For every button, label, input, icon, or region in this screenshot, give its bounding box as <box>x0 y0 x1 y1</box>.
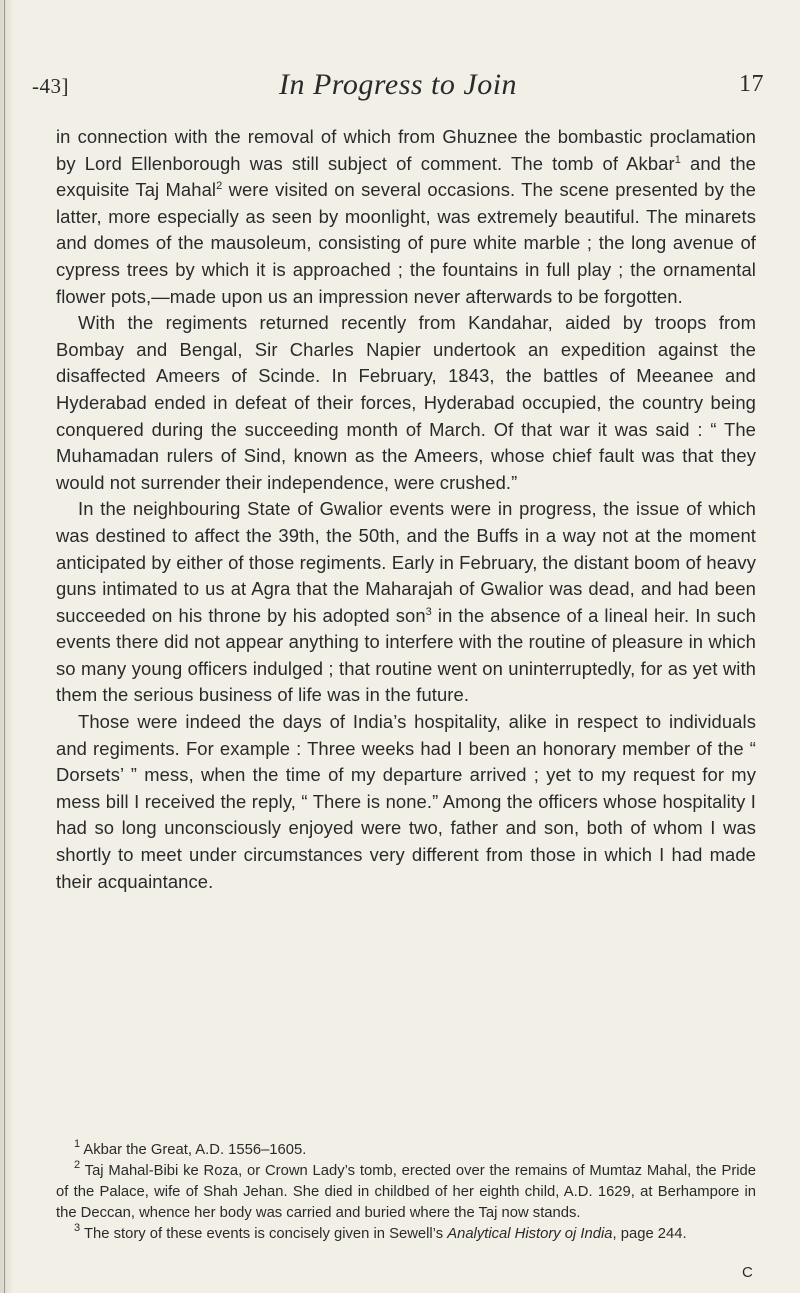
footnote-ref-2: 2 <box>216 180 223 193</box>
signature-mark: C <box>742 1264 753 1281</box>
paragraph-1: in connection with the removal of which from Ghuznee the bombastic proclamation by Lord Ellenborough was still subject of comment. The tomb of Akbar$^1$ and the exquisite Taj Mahal$^2$ were visited on several occasions. The scene presented by the latter, more especially as seen by moonlight, was extremely beautiful. The minarets and domes of the mausoleum, consisting of pure white marble ; the long avenue of cypress trees by which it is approached ; the fountains in full play ; the ornamental flower pots,—made upon us an impression never afterwards to be forgotten. <box>56 126 757 307</box>
running-header <box>32 68 764 108</box>
page-number: 17 <box>739 71 764 97</box>
footnote-ref-1: 1 <box>674 153 681 166</box>
footnote-1: $^1$ Akbar the Great, A.D. 1556–1605. <box>74 1138 307 1158</box>
paragraph-2: With the regiments returned recently from Kandahar, aided by troops from Bombay and Bengal, Sir Charles Napier undertook an expedition against the disaffected Ameers of Scinde. In February, 1843, the battles of Meeanee and Hyderabad ended in defeat of their forces, Hyderabad occupied, the country being conquered during the succeeding month of March. Of that war it was said : “ The Muhamadan rulers of Sind, known as the Ameers, whose chief fault was that they would not surrender their independence, were crushed.” <box>56 312 756 493</box>
body-text <box>56 124 756 895</box>
paragraph-3: In the neighbouring State of Gwalior events were in progress, the issue of which was destined to affect the 39th, the 50th, and the Buffs in a way not at the moment anticipated by either of those regiments. Early in February, the distant boom of heavy guns intimated to us at Agra that the Maharajah of Gwalior was dead, and had been succeeded on his throne by his adopted son$^3$ in the absence of a lineal heir. In such events there did not appear anything to interfere with the routine of pleasure in which so many young officers indulged ; that routine went on uninterruptedly, for as yet with them the serious business of life was in the future. <box>56 498 757 706</box>
footnote-ref-3: 3 <box>425 605 432 618</box>
paragraph-4: Those were indeed the days of India’s hospitality, alike in respect to individuals and regiments. For example : Three weeks had I been an honorary member of the “ Dorsets’ ” mess, when the time of my departure arrived ; yet to my request for my mess bill I received the reply, “ There is none.” Among the officers whose hospitality I had so long unconsciously enjoyed were two, father and son, both of whom I was shortly to meet under circumstances very different from those in which I had made their acquaintance. <box>56 711 756 892</box>
footnotes <box>56 1140 756 1245</box>
footnote-3: $^3$ The story of these events is concisely given in Sewell’s Analytical History oj India, page 244. <box>74 1222 687 1242</box>
book-title: Analytical History oj India <box>447 1226 613 1242</box>
page-gutter-shadow <box>0 0 14 1293</box>
running-title: In Progress to Join <box>278 68 518 101</box>
page-reference: -43] <box>32 74 69 98</box>
footnote-2: $^2$ Taj Mahal-Bibi ke Roza, or Crown Lady’s tomb, erected over the remains of Mumtaz Mahal, the Pride of the Palace, wife of Shah Jehan. She died in childbed of her eighth child, A.D. 1629, at Berhampore in the Deccan, whence her body was carried and buried where the Taj now stands. <box>56 1159 756 1221</box>
